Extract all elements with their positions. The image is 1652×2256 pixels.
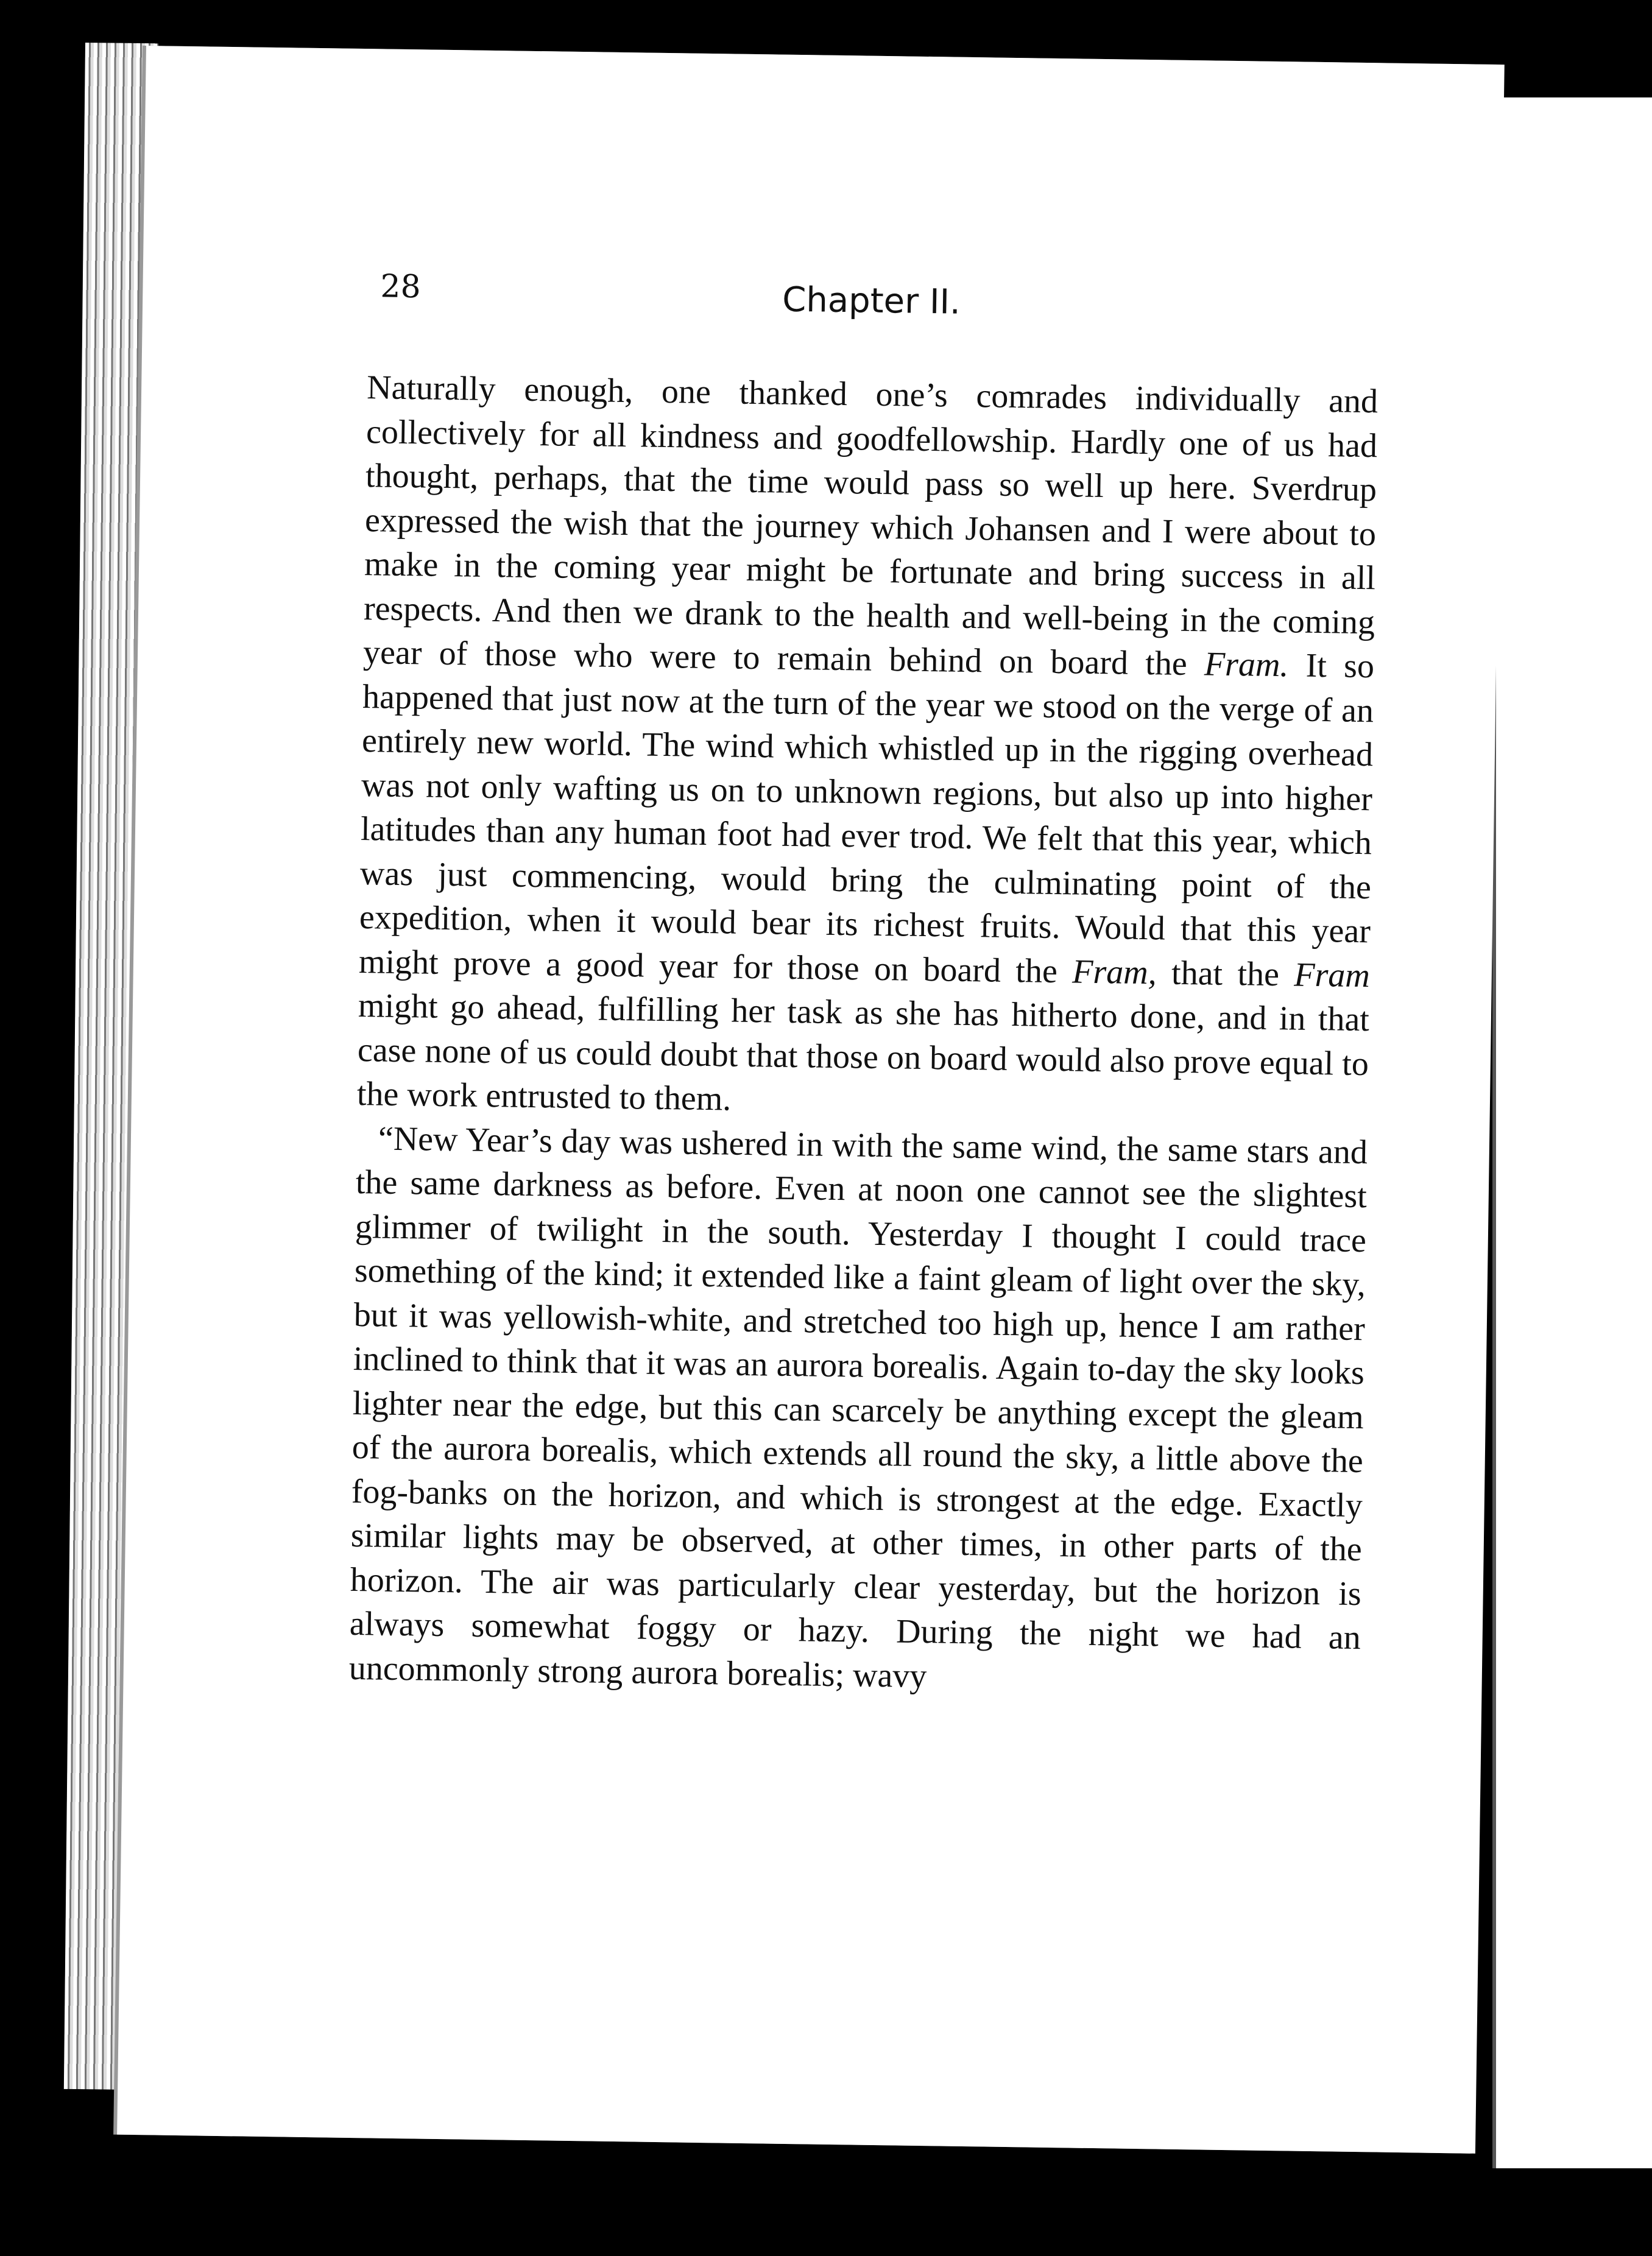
- body-text: [348, 365, 1378, 1704]
- chapter-title: Chapter II.: [782, 280, 961, 322]
- facing-page-edge: [1492, 97, 1652, 2168]
- paragraph: Naturally enough, one thanked one’s comrades individually and collectively for all kindness and goodfellowship. Hardly one of us had thought, perhaps, that the time would pass so well up here. Sverdrup expressed the wish that the journey which Johansen and I were about to make in the coming year might be fortunate and bring success in all respects. And then we drank to the health and well-being in the coming year of those who were to remain behind on board the Fram. It so happened that just now at the turn of the year we stood on the verge of an entirely new world. The wind which whistled up in the rigging overhead was not only wafting us on to unknown regions, but also up into higher latitudes than any human foot had ever trod. We felt that this year, which was just commencing, would bring the culminating point of the expedition, when it would bear its richest fruits. Would that this year might prove a good year for those on board the Fram, that the Fram might go ahead, fulfilling her task as she has hitherto done, and in that case none of us could doubt that those on board would also prove equal to the work entrusted to them.: [356, 368, 1378, 1118]
- ship-name: Fram: [1294, 955, 1371, 995]
- book-page: [117, 46, 1505, 2154]
- paragraph: “New Year’s day was ushered in with the same wind, the same stars and the same darkness as before. Even at noon one cannot see the slightest glimmer of twilight in the south. Yesterday I thought I could trace something of the kind; it extended like a faint gleam of light over the sky, but it was yellowish-white, and stretched too high up, hence I am rather inclined to think that it was an aurora borealis. Again to-day the sky looks lighter near the edge, but this can scarcely be anything except the gleam of the aurora borealis, which extends all round the sky, a little above the fog-banks on the horizon, and which is strongest at the edge. Exactly similar lights may be observed, at other times, in other parts of the horizon. The air was particularly clear yesterday, but the horizon is always somewhat foggy or hazy. During the night we had an uncommonly strong aurora borealis; wavy: [348, 1119, 1368, 1695]
- ship-name: Fram,: [1071, 952, 1157, 992]
- page-header: [380, 268, 1538, 345]
- page-number: 28: [380, 268, 422, 306]
- ship-name: Fram.: [1204, 645, 1289, 685]
